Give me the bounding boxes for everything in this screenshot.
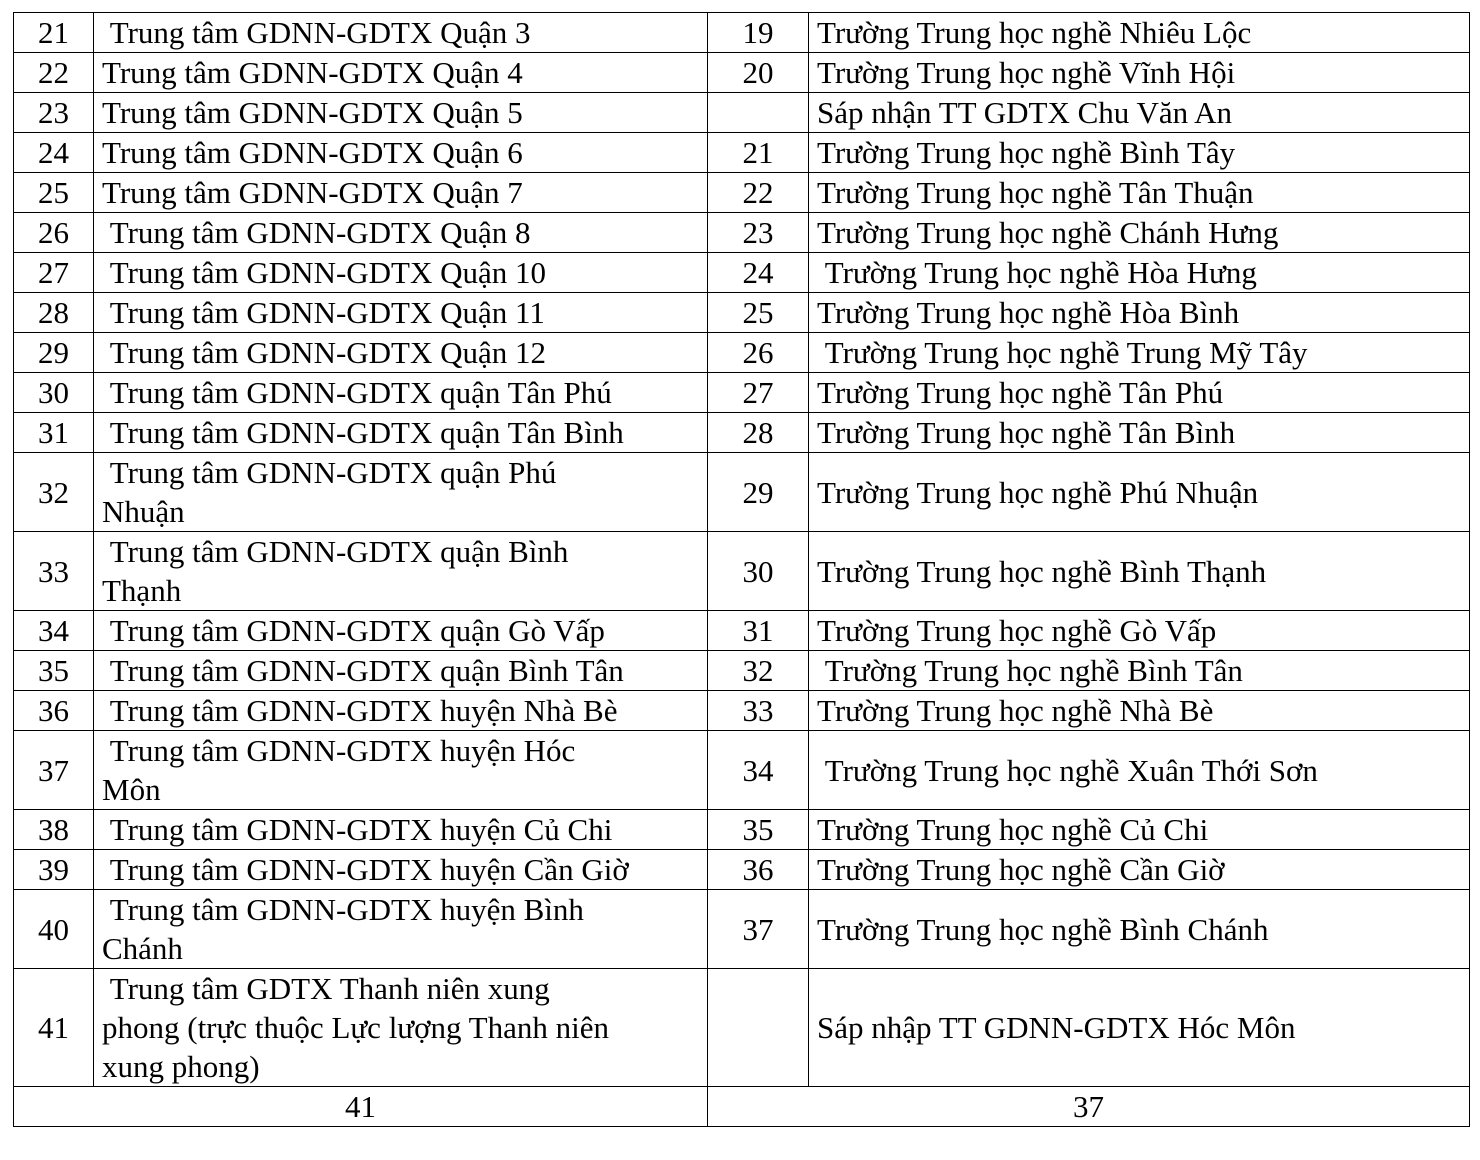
left-name-cell: Trung tâm GDNN-GDTX Quận 11 [94,293,708,333]
right-name-cell: Trường Trung học nghề Nhiêu Lộc [809,13,1470,53]
left-number-cell: 36 [14,691,94,731]
right-number-cell [708,93,809,133]
left-number-cell: 40 [14,890,94,969]
left-number-cell: 32 [14,453,94,532]
table-row [14,253,1470,293]
left-number-cell: 31 [14,413,94,453]
left-name-cell: Trung tâm GDNN-GDTX Quận 8 [94,213,708,253]
right-name-cell: Trường Trung học nghề Hòa Hưng [809,253,1470,293]
right-name-cell: Trường Trung học nghề Nhà Bè [809,691,1470,731]
left-name-cell: Trung tâm GDNN-GDTX Quận 7 [94,173,708,213]
right-name-cell: Trường Trung học nghề Bình Chánh [809,890,1470,969]
table-row [14,611,1470,651]
right-number-cell: 23 [708,213,809,253]
right-name-cell: Trường Trung học nghề Vĩnh Hội [809,53,1470,93]
left-number-cell: 34 [14,611,94,651]
right-number-cell: 26 [708,333,809,373]
left-name-cell: Trung tâm GDNN-GDTX Quận 3 [94,13,708,53]
left-name-cell: Trung tâm GDNN-GDTX huyện Bình Chánh [94,890,708,969]
left-name-cell: Trung tâm GDNN-GDTX huyện Hóc Môn [94,731,708,810]
left-number-cell: 24 [14,133,94,173]
right-name-cell: Sáp nhập TT GDNN-GDTX Hóc Môn [809,969,1470,1087]
right-name-cell: Trường Trung học nghề Gò Vấp [809,611,1470,651]
left-number-cell: 30 [14,373,94,413]
right-number-cell: 33 [708,691,809,731]
right-number-cell: 34 [708,731,809,810]
left-name-cell: Trung tâm GDNN-GDTX Quận 5 [94,93,708,133]
left-name-cell: Trung tâm GDNN-GDTX Quận 12 [94,333,708,373]
table-body [14,13,1470,1087]
left-number-cell: 29 [14,333,94,373]
table-row [14,731,1470,810]
right-number-cell: 21 [708,133,809,173]
right-name-cell: Trường Trung học nghề Cần Giờ [809,850,1470,890]
right-number-cell: 30 [708,532,809,611]
schools-table [13,12,1470,1127]
right-number-cell: 19 [708,13,809,53]
table-row [14,173,1470,213]
right-name-cell: Trường Trung học nghề Phú Nhuận [809,453,1470,532]
table-row [14,651,1470,691]
left-number-cell: 28 [14,293,94,333]
right-name-cell: Trường Trung học nghề Bình Thạnh [809,532,1470,611]
right-name-cell: Trường Trung học nghề Tân Phú [809,373,1470,413]
table-row [14,890,1470,969]
left-name-cell: Trung tâm GDNN-GDTX quận Bình Tân [94,651,708,691]
right-name-cell: Trường Trung học nghề Tân Bình [809,413,1470,453]
left-number-cell: 22 [14,53,94,93]
table-row [14,413,1470,453]
table-row [14,53,1470,93]
right-name-cell: Trường Trung học nghề Củ Chi [809,810,1470,850]
left-name-cell: Trung tâm GDNN-GDTX Quận 10 [94,253,708,293]
table-row [14,850,1470,890]
left-name-cell: Trung tâm GDNN-GDTX quận Gò Vấp [94,611,708,651]
left-number-cell: 37 [14,731,94,810]
right-total: 37 [708,1087,1470,1127]
table-row [14,969,1470,1087]
left-number-cell: 39 [14,850,94,890]
left-name-cell: Trung tâm GDNN-GDTX quận Tân Bình [94,413,708,453]
table-row [14,133,1470,173]
totals-row [14,1087,1470,1127]
table-row [14,691,1470,731]
table-row [14,333,1470,373]
table-row [14,93,1470,133]
left-number-cell: 38 [14,810,94,850]
left-name-cell: Trung tâm GDNN-GDTX quận Tân Phú [94,373,708,413]
table-row [14,532,1470,611]
left-number-cell: 25 [14,173,94,213]
right-name-cell: Trường Trung học nghề Trung Mỹ Tây [809,333,1470,373]
left-name-cell: Trung tâm GDNN-GDTX quận Phú Nhuận [94,453,708,532]
left-number-cell: 35 [14,651,94,691]
table-row [14,810,1470,850]
left-number-cell: 23 [14,93,94,133]
left-name-cell: Trung tâm GDTX Thanh niên xung phong (trực thuộc Lực lượng Thanh niên xung phong) [94,969,708,1087]
right-number-cell: 37 [708,890,809,969]
table-row [14,453,1470,532]
right-number-cell [708,969,809,1087]
right-name-cell: Trường Trung học nghề Hòa Bình [809,293,1470,333]
right-number-cell: 22 [708,173,809,213]
right-name-cell: Trường Trung học nghề Chánh Hưng [809,213,1470,253]
left-name-cell: Trung tâm GDNN-GDTX huyện Nhà Bè [94,691,708,731]
right-number-cell: 25 [708,293,809,333]
right-number-cell: 27 [708,373,809,413]
left-number-cell: 41 [14,969,94,1087]
right-number-cell: 24 [708,253,809,293]
left-number-cell: 27 [14,253,94,293]
table-row [14,373,1470,413]
right-name-cell: Trường Trung học nghề Xuân Thới Sơn [809,731,1470,810]
left-number-cell: 21 [14,13,94,53]
table-row [14,293,1470,333]
right-number-cell: 28 [708,413,809,453]
right-number-cell: 32 [708,651,809,691]
left-total: 41 [14,1087,708,1127]
left-name-cell: Trung tâm GDNN-GDTX huyện Cần Giờ [94,850,708,890]
right-name-cell: Trường Trung học nghề Bình Tây [809,133,1470,173]
left-number-cell: 33 [14,532,94,611]
right-number-cell: 36 [708,850,809,890]
right-name-cell: Trường Trung học nghề Bình Tân [809,651,1470,691]
table-row [14,13,1470,53]
left-name-cell: Trung tâm GDNN-GDTX huyện Củ Chi [94,810,708,850]
right-name-cell: Sáp nhận TT GDTX Chu Văn An [809,93,1470,133]
left-number-cell: 26 [14,213,94,253]
right-number-cell: 35 [708,810,809,850]
left-name-cell: Trung tâm GDNN-GDTX quận Bình Thạnh [94,532,708,611]
left-name-cell: Trung tâm GDNN-GDTX Quận 6 [94,133,708,173]
left-name-cell: Trung tâm GDNN-GDTX Quận 4 [94,53,708,93]
table-row [14,213,1470,253]
right-number-cell: 29 [708,453,809,532]
right-number-cell: 31 [708,611,809,651]
right-number-cell: 20 [708,53,809,93]
right-name-cell: Trường Trung học nghề Tân Thuận [809,173,1470,213]
